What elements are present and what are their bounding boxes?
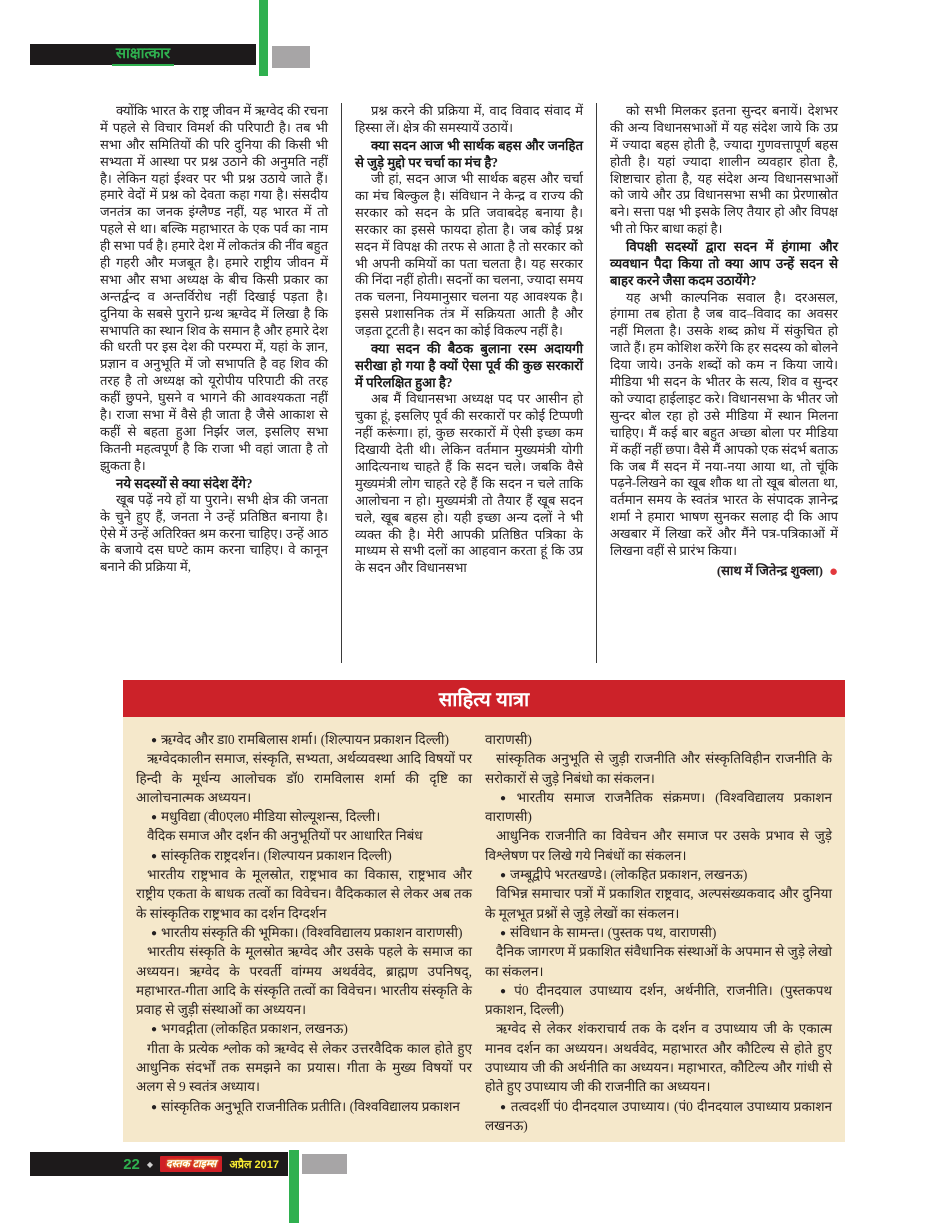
- article-column-2: [341, 103, 583, 663]
- paragraph: खूब पढ़ें नये हों या पुराने। सभी क्षेत्र की जनता के चुने हुए हैं, जनता ने उन्हें प्रतिष्ठित बनाया है। ऐसे में उन्हें अतिरिक्त श्रम करना चाहिए। उन्हें आठ के बजाये दस घण्टे काम करना चाहिए। वे कानून बनाने की प्रक्रिया में,: [100, 491, 328, 575]
- paragraph: प्रश्न करने की प्रक्रिया में, वाद विवाद संवाद में हिस्सा लें। क्षेत्र की समस्यायें उठायें।: [355, 103, 583, 135]
- book-item: [136, 807, 472, 826]
- book-description: सांस्कृतिक अनुभूति से जुड़ी राजनीति और संस्कृतिविहीन राजनीति के सरोकारों से जुड़े निबंधो का संकलन।: [485, 751, 832, 786]
- box-column-right: [485, 730, 832, 1135]
- book-description: ऋग्वेद से लेकर शंकराचार्य तक के दर्शन व उपाध्याय जी के एकात्म मानव दर्शन का अध्ययन। अथर्ववेद, महाभारत और कौटिल्य से होते हुए उपाध्याय जी की अर्थनीति का अध्ययन। महाभारत, कौटिल्य और गांधी से होते हुए उपाध्याय जी की राजनीति का अध्ययन।: [485, 1021, 832, 1095]
- book-title: संविधान के सामन्त। (पुस्तक पथ, वाराणसी): [510, 924, 717, 940]
- green-accent-bar-top: [259, 0, 268, 76]
- paragraph: यह अभी काल्पनिक सवाल है। दरअसल, हंगामा तब होता है जब वाद–विवाद का अवसर नहीं मिलता है। उसके शब्द क्रोध में संकुचित हो जाते हैं। हम कोशिश करेंगे कि हर सदस्य को बोलने दिया जाये। उनके शब्दों को कम न किया जाये। मीडिया भी सदन के भीतर के सत्य, शिव व सुन्दर को ज्यादा हाईलाइट करे। विधानसभा के भीतर जो सुन्दर बोल रहा हो उसे मीडिया में स्थान मिलना चाहिए। मैं कई बार बहुत अच्छा बोला पर मीडिया में कहीं नहीं छपा। वैसे मैं आपको एक संदर्भ बताऊ कि जब मैं सदन में नया-नया आया था, तो चूंकि पढ़ने-लिखने का खूब शौक था तो खूब बोलता था, वर्तमान समय के स्वतंत्र भारत के संपादक ज्ञानेन्द्र शर्मा ने हमारा भाषण सुनकर सलाह दी कि आप अखबार में लिखा करें और मैंने पत्र-पत्रिकाओं में लिखना वहीं से प्रारंभ किया।: [610, 289, 838, 558]
- byline: [610, 563, 838, 583]
- book-title: भारतीय समाज राजनैतिक संक्रमण। (विश्वविद्यालय प्रकाशन वाराणसी): [485, 789, 832, 825]
- bullet-icon: ●: [151, 812, 158, 824]
- book-title: पं0 दीनदयाल उपाध्याय दर्शन, अर्थनीति, राजनीति। (पुस्तकपथ प्रकाशन, दिल्ली): [485, 982, 832, 1018]
- book-title-continuation: वाराणसी): [485, 732, 532, 747]
- issue-date: अप्रैल 2017: [229, 1158, 279, 1171]
- question-heading: विपक्षी सदस्यों द्वारा सदन में हंगामा और व्यवधान पैदा किया तो क्या आप उन्हें सदन से बाहर करने जैसा कदम उठायेंगे?: [610, 239, 838, 289]
- book-title: तत्वदर्शी पं0 दीनदयाल उपाध्याय। (पं0 दीनदयाल उपाध्याय प्रकाशन लखनऊ): [485, 1098, 832, 1133]
- question-heading: क्या सदन की बैठक बुलाना रस्म अदायगी सरीखा हो गया है क्यों ऐसा पूर्व की कुछ सरकारों में परिलक्षित हुआ है?: [355, 341, 583, 391]
- book-description: भारतीय राष्ट्रभाव के मूलस्रोत, राष्ट्रभाव का विकास, राष्ट्रभाव और राष्ट्रीय एकता के बाधक तत्वों का विवेचन। वैदिककाल से लेकर अब तक के सांस्कृतिक राष्ट्रभाव का दर्शन दिग्दर्शन: [136, 867, 472, 921]
- book-description: आधुनिक राजनीति का विवेचन और समाज पर उसके प्रभाव से जुड़े विश्लेषण पर लिखे गये निबंधों का संकलन।: [485, 828, 832, 863]
- page-number: 22: [123, 1155, 140, 1173]
- box-title: साहित्य यात्रा: [438, 689, 530, 711]
- book-title: भारतीय संस्कृति की भूमिका। (विश्वविद्यालय प्रकाशन वाराणसी): [161, 924, 463, 940]
- sahitya-yatra-box: [123, 680, 845, 1142]
- book-title: जम्बूद्वीपे भरतखण्डे। (लोकहित प्रकाशन, लखनऊ): [510, 867, 748, 883]
- box-column-left: [136, 730, 472, 1135]
- bullet-icon: ●: [500, 927, 507, 939]
- book-item: [136, 1097, 472, 1116]
- bullet-icon: ●: [500, 985, 511, 997]
- footer-bar: [30, 1152, 288, 1176]
- book-title: सांस्कृतिक अनुभूति राजनीतिक प्रतीति। (विश्वविद्यालय प्रकाशन: [161, 1098, 460, 1114]
- paragraph: अब मैं विधानसभा अध्यक्ष पद पर आसीन हो चुका हूं, इसलिए पूर्व की सरकारों पर कोई टिप्पणी नहीं करूंगा। हां, कुछ सरकारों में ऐसी इच्छा कम दिखायी देती थी। लेकिन वर्तमान मुख्यमंत्री योगी आदित्यनाथ चाहते हैं कि सदन चले। जबकि वैसे मुख्यमंत्री लोग चाहते रहे हैं कि सदन न चले ताकि आलोचना न हो। मुख्यमंत्री तो तैयार हैं खूब सदन चले, खूब बहस हो। यही इच्छा अन्य दलों ने भी व्यक्त की है। मेरी आपकी प्रतिष्ठित पत्रिका के माध्यम से सभी दलों का आहवान करता हूं कि उप्र के सदन और विधानसभा: [355, 391, 583, 576]
- box-title-bar: [123, 680, 845, 717]
- end-dot-icon: ●: [828, 563, 838, 580]
- book-item: [485, 1097, 832, 1136]
- article-body: [100, 103, 840, 663]
- book-title: भगवद्गीता (लोकहित प्रकाशन, लखनऊ): [161, 1021, 348, 1037]
- question-heading: क्या सदन आज भी सार्थक बहस और जनहित से जुड़े मुद्दो पर चर्चा का मंच है?: [355, 137, 583, 170]
- article-column-3: [596, 103, 838, 663]
- section-header-bar: [30, 44, 256, 65]
- book-title: मधुविद्या (वी0एल0 मीडिया सोल्यूशन्स, दिल्ली।: [161, 809, 381, 825]
- book-item: [136, 923, 472, 942]
- book-item: [485, 923, 832, 942]
- book-item: [136, 846, 472, 865]
- paragraph: क्योंकि भारत के राष्ट्र जीवन में ऋग्वेद की रचना में पहले से विचार विमर्श की परिपाटी है। तब भी सभा और समितियों की परि दुनिया की किसी भी सभ्यता में आस्था पर प्रश्न उठाने की अनुमति नहीं है। लेकिन यहां ईश्वर पर भी प्रश्न उठाये जाते हैं। हमारे वेदों में प्रश्न को देवता कहा गया है। संसदीय जनतंत्र का जनक इंग्लैण्ड नहीं, यह भारत में तो पहले से था। बल्कि महाभारत के एक पर्व का नाम ही सभा पर्व है। हमारे देश में लोकतंत्र की नींव बहुत ही गहरी और मजबूत है। हमारे राष्ट्रीय जीवन में सभा और सभा अध्यक्ष के बीच किसी प्रकार का अन्तर्द्वन्द व अन्तर्विरोध नहीं दिखाई पड़ता है। दुनिया के सबसे पुराने ग्रन्थ ऋग्वेद में लिखा है कि सभापति का स्थान शिव के समान है और हमारे देश की धरती पर इस देश की परम्परा में, यहां के ज्ञान, प्रज्ञान व अनुभूति में जो सभापति है वह शिव की तरह है तो अध्यक्ष को यूरोपीय परिपाटी की तरह कहीं छुपने, घुसने व भागने की आवश्यकता नहीं है। राजा सभा में वैसे ही जाता है जैसे आकाश से कहीं से बहता हुआ निर्झर जल, इसलिए सभा कितनी महत्वपूर्ण है कि राजा भी वहां जाता है तो झुकता है।: [100, 103, 328, 473]
- book-description: दैनिक जागरण में प्रकाशित संवैधानिक संस्थाओं के अपमान से जुड़े लेखो का संकलन।: [485, 944, 832, 979]
- book-description: विभिन्न समाचार पत्रों में प्रकाशित राष्ट्रवाद, अल्पसंख्यकवाद और दुनिया के मूलभूत प्रश्नों से जुड़े लेखों का संकलन।: [485, 886, 832, 921]
- magazine-logo: दस्तक टाइम्स: [160, 1156, 222, 1172]
- green-accent-bar-bottom: [289, 1150, 299, 1223]
- book-title: सांस्कृतिक राष्ट्रदर्शन। (शिल्पायन प्रकाशन दिल्ली): [161, 847, 392, 863]
- bullet-icon: ●: [500, 1101, 507, 1113]
- book-description: ऋग्वेदकालीन समाज, संस्कृति, सभ्यता, अर्थव्यवस्था आदि विषयों पर हिन्दी के मूर्धन्य आलोचक डॉ0 रामविलास शर्मा की दृष्टि का आलोचनात्मक अध्ययन।: [136, 751, 472, 805]
- book-item: [136, 730, 472, 749]
- book-item: [485, 788, 832, 827]
- byline-text: (साथ में जितेन्द्र शुक्ला): [716, 562, 823, 578]
- bullet-icon: ●: [151, 735, 158, 746]
- book-description: भारतीय संस्कृति के मूलस्रोत ऋग्वेद और उसके पहले के समाज का अध्ययन। ऋग्वेद के परवर्ती वांग्मय अथर्ववेद, ब्राह्मण उपनिषद्, महाभारत-गीता आदि के संस्कृति तत्वों का विवेचन। भारतीय संस्कृति के प्रवाह से जुड़ी संस्थाओं का अध्ययन।: [136, 944, 472, 1018]
- bullet-icon: ●: [500, 792, 513, 804]
- book-title: ऋग्वेद और डा0 रामबिलास शर्मा। (शिल्पायन प्रकाशन दिल्ली): [161, 732, 449, 747]
- section-label: साक्षात्कार: [112, 43, 174, 66]
- book-item: [485, 981, 832, 1020]
- box-columns: [123, 717, 845, 1135]
- book-description: वैदिक समाज और दर्शन की अनुभूतियों पर आधारित निबंध: [147, 828, 423, 844]
- bullet-icon: ●: [151, 850, 158, 862]
- bullet-icon: ●: [500, 870, 507, 882]
- diamond-icon: ◆: [146, 1159, 154, 1169]
- gray-accent-box-bottom: [302, 1154, 347, 1174]
- bullet-icon: ●: [151, 1024, 158, 1036]
- gray-accent-box-top: [272, 46, 310, 68]
- article-column-1: [100, 103, 328, 663]
- bullet-icon: ●: [151, 927, 158, 939]
- paragraph: को सभी मिलकर इतना सुन्दर बनायें। देशभर की अन्य विधानसभाओं में यह संदेश जाये कि उप्र में ज्यादा बहस होती है, ज्यादा गुणवत्तापूर्ण बहस होती है। यहां ज्यादा शालीन व्यवहार होता है, शिष्टाचार होता है, यह संदेश अन्य विधानसभाओं को जाये और उप्र विधानसभा सभी का प्रेरणास्रोत बने। सत्ता पक्ष भी इसके लिए तैयार हो और विपक्ष भी तो फिर बाधा कहां है।: [610, 103, 838, 237]
- paragraph: जी हां, सदन आज भी सार्थक बहस और चर्चा का मंच बिल्कुल है। संविधान ने केन्द्र व राज्य की सरकार को सदन के प्रति जवाबदेह बनाया है। सरकार का इससे फायदा होता है। जब कोई प्रश्न सदन में विपक्ष की तरफ से आता है तो सरकार को भी अपनी कमियों का पता चलता है। यह सरकार की निंदा नहीं होती। सदनों का चलना, ज्यादा समय तक चलना, नियमानुसार चलना यह आवश्यक है। इससे प्रशासनिक तंत्र में सक्रियता आती है और जड़ता टूटती है। सदन का कोई विकल्प नहीं है।: [355, 171, 583, 339]
- question-heading: नये सदस्यों से क्या संदेश देंगे?: [116, 475, 253, 491]
- book-item: [136, 1019, 472, 1038]
- book-description: गीता के प्रत्येक श्लोक को ऋग्वेद से लेकर उत्तरवैदिक काल होते हुए आधुनिक संदर्भों तक समझने का प्रयास। गीता के मुख्य विषयों पर अलग से 9 स्वतंत्र अध्याय।: [136, 1040, 472, 1095]
- book-item: [485, 865, 832, 884]
- bullet-icon: ●: [151, 1101, 158, 1113]
